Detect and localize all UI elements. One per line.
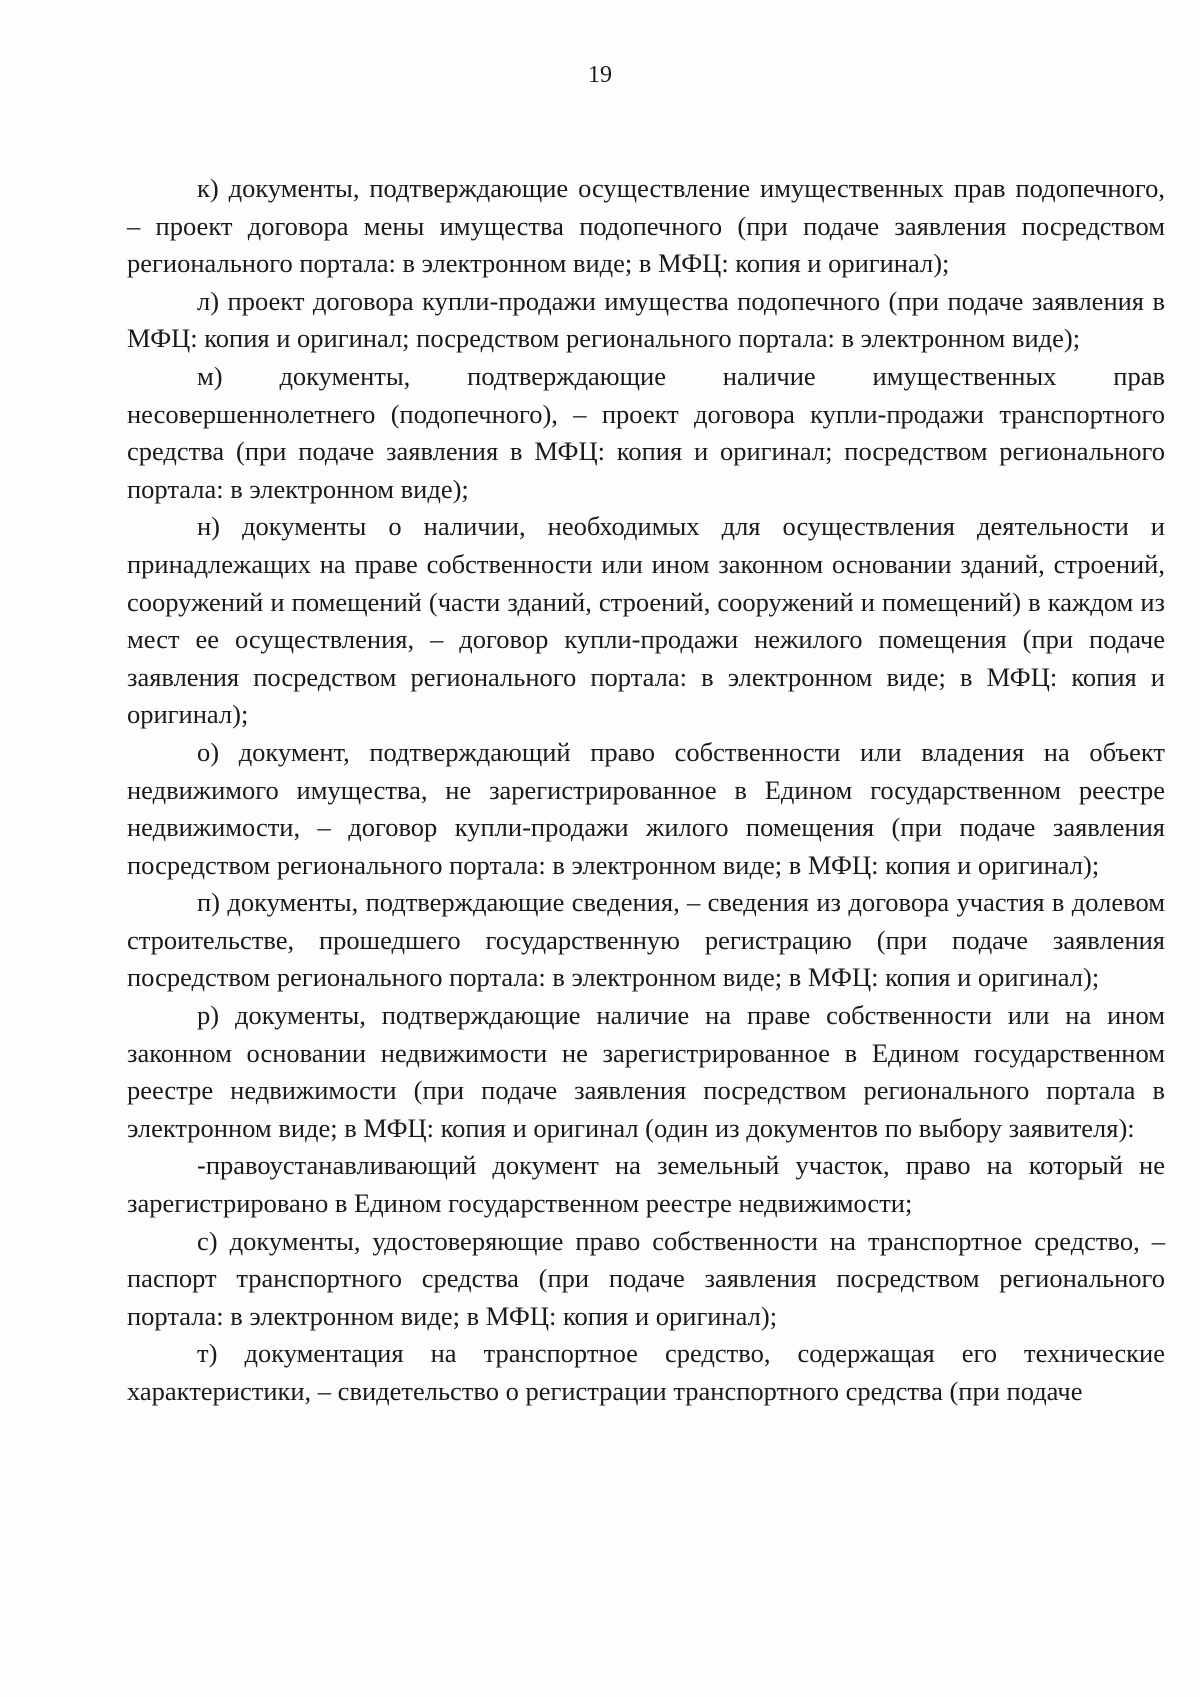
paragraph-o: о) документ, подтверждающий право собственности или владения на объект недвижимого имущества, не зарегистрированное в Едином государственном реестре недвижимости, – договор купли-продажи жилого помещения (при подаче заявления посредством регионального портала: в электронном виде; в МФЦ: копия и оригинал);	[127, 736, 1165, 880]
page-number: 19	[588, 62, 612, 88]
paragraph-r: р) документы, подтверждающие наличие на праве собственности или на ином законном основании недвижимости не зарегистрированное в Едином государственном реестре недвижимости (при подаче заявления посредством регионального портала в электронном виде; в МФЦ: копия и оригинал (один из документов по выбору заявителя):	[127, 1000, 1165, 1143]
paragraph-t: т) документация на транспортное средство, содержащая его технические характеристики, – свидетельство о регистрации транспортного средства (при подаче	[127, 1338, 1165, 1406]
body-text	[127, 170, 1165, 1411]
paragraph-s: с) документы, удостоверяющие право собственности на транспортное средство, – паспорт транспортного средства (при подаче заявления посредством регионального портала: в электронном виде; в МФЦ: копия и оригинал);	[127, 1225, 1165, 1331]
paragraph-r-item: -правоустанавливающий документ на земельный участок, право на который не зарегистрировано в Едином государственном реестре недвижимости;	[127, 1150, 1165, 1219]
paragraph-m: м) документы, подтверждающие наличие имущественных прав несовершеннолетнего (подопечного), – проект договора купли-продажи транспортного средства (при подаче заявления в МФЦ: копия и оригинал; посредством регионального портала: в электронном виде);	[127, 360, 1165, 504]
paragraph-n: н) документы о наличии, необходимых для осуществления деятельности и принадлежащих на праве собственности или ином законном основании зданий, строений, сооружений и помещений (части зданий, строений, сооружений и помещений) в каждом из мест ее осуществления, – договор купли-продажи нежилого помещения (при подаче заявления посредством регионального портала: в электронном виде; в МФЦ: копия и оригинал);	[127, 511, 1165, 730]
paragraph-l: л) проект договора купли-продажи имущества подопечного (при подаче заявления в МФЦ: копия и оригинал; посредством регионального портала: в электронном виде);	[127, 285, 1165, 354]
paragraph-k: к) документы, подтверждающие осуществление имущественных прав подопечного, – проект договора мены имущества подопечного (при подаче заявления посредством регионального портала: в электронном виде; в МФЦ: копия и оригинал);	[127, 173, 1165, 279]
paragraph-p: п) документы, подтверждающие сведения, – сведения из договора участия в долевом строительстве, прошедшего государственную регистрацию (при подаче заявления посредством регионального портала: в электронном виде; в МФЦ: копия и оригинал);	[127, 887, 1165, 993]
